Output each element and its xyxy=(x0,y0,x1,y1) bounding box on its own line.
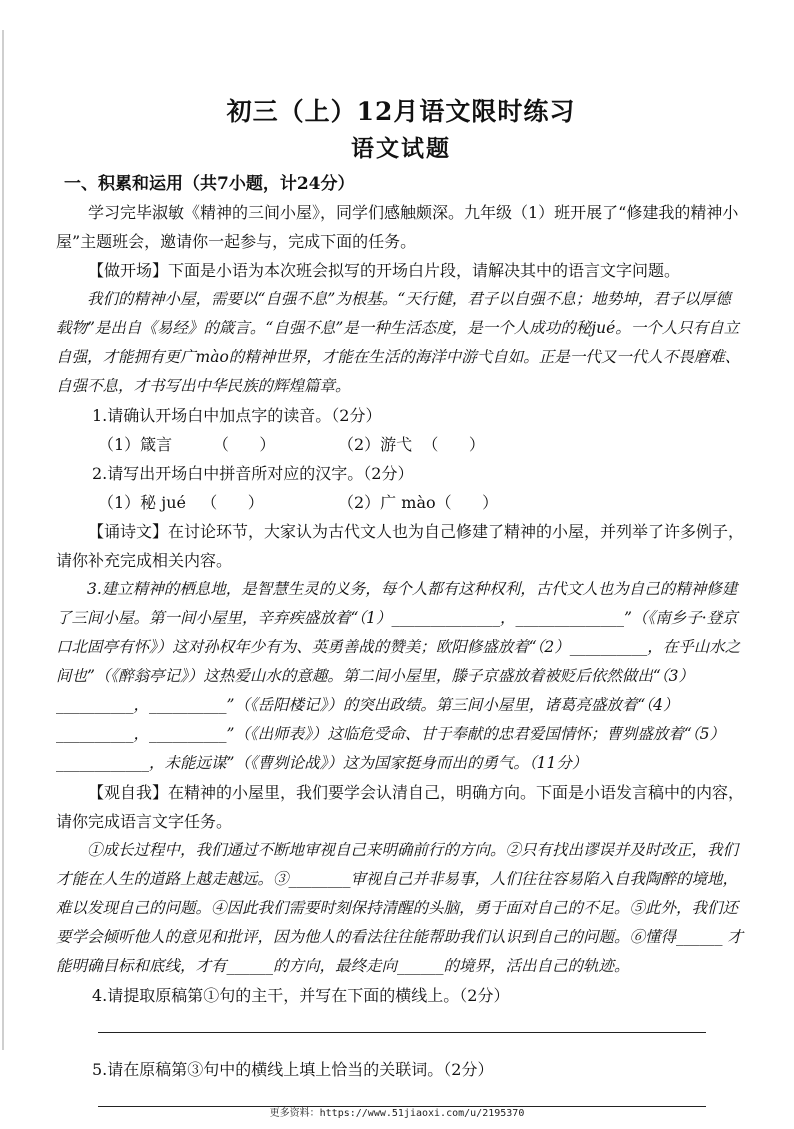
opening-passage: 我们的精神小屋，需要以“自强不息”为根基。“天行健，君子以自强不息；地势坤，君子以厚德载物”是出自《易经》的箴言。“自强不息”是一种生活态度，是一个人成功的秘jué。一个人只有自立自强，才能拥有更广mào的精神世界，才能在生活的海洋中游弋自如。正是一代又一代人不畏磨难、自强不息，才书写出中华民族的辉煌篇章。 xyxy=(56,290,741,395)
q2-option-1[interactable]: （1）秘 jué （ ） xyxy=(98,493,264,512)
footer-source: 更多资料：https://www.51jiaoxi.com/u/2195370 xyxy=(269,1108,525,1119)
question-2: 2.请写出开场白中拼音所对应的汉字。（2分） xyxy=(92,464,414,483)
scan-edge xyxy=(2,30,4,1050)
q2-option-2[interactable]: （2）广 mào（ ） xyxy=(338,493,499,512)
speech-draft: ①成长过程中，我们通过不断地审视自己来明确前行的方向。②只有找出谬误并及时改正，我们才能在人生的道路上越走越远。③________审视自己并非易事，人们往往容易陷入自我陶醉的境地，难以发现自己的问题。④因此我们需要时刻保持清醒的头脑，勇于面对自己的不足。⑤此外，我们还要学会倾听他人的意见和批评，因为他人的看法往往能帮助我们认识到自己的问题。⑥懂得______ 才能明确目标和底线，才有______的方向，最终走向______的境界，活出自己的轨迹。 xyxy=(56,841,743,975)
q1-option-1[interactable]: （1）箴言 （ ） xyxy=(98,435,276,454)
intro-paragraph: 学习完毕淑敏《精神的三间小屋》，同学们感触颇深。九年级（1）班开展了“修建我的精神小屋”主题班会，邀请你一起参与，完成下面的任务。 xyxy=(56,203,739,251)
exam-title: 初三（上）12月语文限时练习 xyxy=(226,97,576,126)
section-heading: 一、积累和运用（共7小题，计24分） xyxy=(64,174,355,194)
question-5: 5.请在原稿第③句中的横线上填上恰当的关联词。（2分） xyxy=(92,1060,494,1079)
q1-option-2[interactable]: （2）游弋 （ ） xyxy=(338,435,485,454)
task3-heading: 【观自我】在精神的小屋里，我们要学会认清自己，明确方向。下面是小语发言稿中的内容，请你完成语言文字任务。 xyxy=(56,783,745,831)
task2-heading: 【诵诗文】在讨论环节，大家认为古代文人也为自己修建了精神的小屋，并列举了许多例子，请你补充完成相关内容。 xyxy=(56,522,745,570)
question-1-options xyxy=(98,430,746,459)
exam-page xyxy=(56,92,746,1129)
task1-heading: 【做开场】下面是小语为本次班会拟写的开场白片段，请解决其中的语言文字问题。 xyxy=(88,261,681,280)
answer-line-q4[interactable] xyxy=(98,1028,706,1033)
question-3-text: 3.建立精神的栖息地，是智慧生灵的义务，每个人都有这种权利，古代文人也为自己的精神修建了三间小屋。第一间小屋里，辛弃疾盛放着“（1）______________，______________”（《南乡子·登京口北固亭有怀》）这对孙权年少有为、英勇善战的赞美；欧阳修盛放着“（2）__________，在乎山水之间也”（《醉翁亭记》）这热爱山水的意趣。第二间小屋里，滕子京盛放着被贬后依然做出“（3）__________，__________”（《岳阳楼记》）的突出政绩。第三间小屋里，诸葛亮盛放着“（4）__________，__________”（《出师表》）这临危受命、甘于奉献的忠君爱国情怀；曹刿盛放着“（5）____________，未能远谋”（《曹刿论战》）这为国家挺身而出的勇气。（11分） xyxy=(56,580,741,772)
question-2-options xyxy=(98,488,746,517)
question-1: 1.请确认开场白中加点字的读音。（2分） xyxy=(92,406,382,425)
question-4: 4.请提取原稿第①句的主干，并写在下面的横线上。（2分） xyxy=(92,986,510,1005)
exam-subtitle: 语文试题 xyxy=(351,135,451,162)
